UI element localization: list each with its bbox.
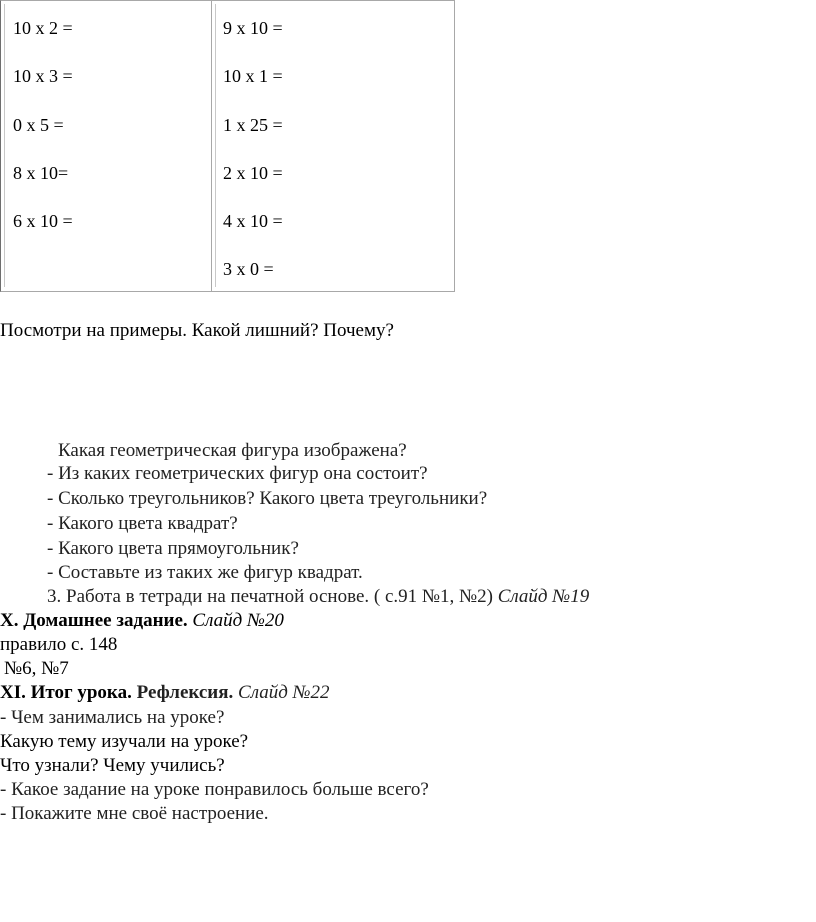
geometry-question-2: - Из каких геометрических фигур она состоит? — [47, 463, 428, 484]
homework-rule: правило с. 148 — [0, 634, 118, 655]
homework-slide: Слайд №20 — [192, 610, 284, 631]
example-right-4: 2 x 10 = — [223, 163, 283, 183]
homework-heading-text: X. Домашнее задание. — [0, 610, 188, 631]
example-right-5: 4 x 10 = — [223, 211, 283, 231]
example-right-6: 3 x 0 = — [223, 259, 274, 279]
homework-heading — [0, 610, 284, 632]
example-right-3: 1 x 25 = — [223, 115, 283, 135]
summary-heading — [0, 682, 329, 704]
example-left-2: 10 x 3 = — [13, 66, 73, 86]
workbook-task — [47, 586, 589, 608]
example-left-1: 10 x 2 = — [13, 18, 73, 38]
examples-table — [0, 0, 455, 292]
summary-heading-text: XI. Итог урока. — [0, 682, 132, 703]
geometry-question-6: - Составьте из таких же фигур квадрат. — [47, 562, 363, 583]
summary-question-1: - Чем занимались на уроке? — [0, 707, 225, 728]
homework-numbers: №6, №7 — [4, 658, 69, 679]
geometry-question-1: Какая геометрическая фигура изображена? — [58, 440, 407, 461]
table-inner-border-left — [4, 4, 5, 287]
geometry-question-5: - Какого цвета прямоугольник? — [47, 538, 299, 559]
table-inner-border-right — [215, 4, 216, 287]
reflection-label: Рефлексия. — [136, 682, 234, 703]
example-right-1: 9 x 10 = — [223, 18, 283, 38]
workbook-task-text: 3. Работа в тетради на печатной основе. ( с.91 №1, №2) — [47, 586, 493, 607]
example-left-5: 6 x 10 = — [13, 211, 73, 231]
example-left-4: 8 x 10= — [13, 163, 69, 183]
geometry-question-3: - Сколько треугольников? Какого цвета треугольники? — [47, 488, 488, 509]
summary-question-5: - Покажите мне своё настроение. — [0, 803, 269, 824]
summary-question-4: - Какое задание на уроке понравилось больше всего? — [0, 779, 429, 800]
example-right-2: 10 x 1 = — [223, 66, 283, 86]
summary-question-2: Какую тему изучали на уроке? — [0, 731, 249, 752]
geometry-question-4: - Какого цвета квадрат? — [47, 513, 238, 534]
workbook-task-slide: Слайд №19 — [497, 586, 590, 607]
odd-one-out-question: Посмотри на примеры. Какой лишний? Почему? — [0, 320, 394, 341]
summary-question-3: Что узнали? Чему учились? — [0, 755, 225, 776]
summary-slide: Слайд №22 — [238, 682, 330, 703]
example-left-3: 0 x 5 = — [13, 115, 64, 135]
table-column-divider — [211, 1, 212, 291]
